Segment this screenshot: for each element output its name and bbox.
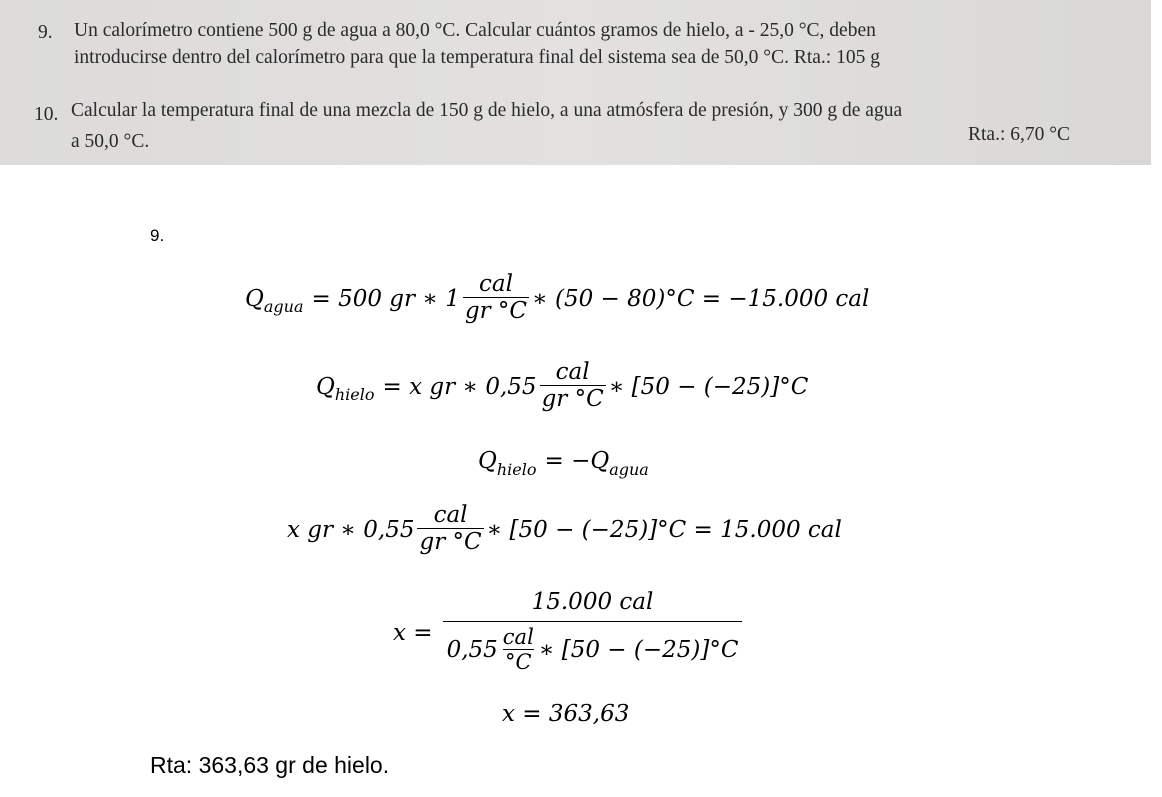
problem-10-line-2: a 50,0 °C. bbox=[71, 131, 150, 152]
fraction: $\frac{\text{cal}}{gr ^\circ C}$ bbox=[464, 271, 528, 325]
equation-substituted: x gr ∗ 0,55 $\frac{\text{cal}}{gr ^\circ C}$ ∗ [50 − (−25)]°C = 15.000 cal bbox=[287, 502, 842, 556]
final-answer: Rta: 363,63 gr de hielo. bbox=[150, 752, 390, 778]
problem-9-number: 9. bbox=[38, 22, 53, 43]
problem-10-answer: Rta.: 6,70 °C bbox=[968, 124, 1071, 145]
equation-balance: Q hielo = −Q agua bbox=[478, 448, 649, 479]
equation-q-hielo: Q hielo = x gr ∗ 0,55 $\frac{\text{cal}}{gr ^\circ C}$ ∗ [50 − (−25)]°C bbox=[316, 359, 809, 413]
problem-9-line-2: introducirse dentro del calorímetro para que la temperatura final del sistema sea de 50,0 °C. Rta.: 105 g bbox=[74, 47, 880, 68]
solution-label: 9. bbox=[150, 226, 165, 245]
fraction: $\frac{\text{cal}}{^\circ C}$ bbox=[502, 625, 534, 675]
fraction: $\frac{\text{cal}}{gr ^\circ C}$ bbox=[541, 359, 604, 413]
equation-result: x = 363,63 bbox=[502, 701, 630, 727]
equation-solve-x: x = 15.000 cal 0,55 $\frac{\text{cal}}{^\circ C}$ ∗ [50 − (−25)]°C bbox=[393, 590, 745, 676]
fraction: $\frac{\text{cal}}{gr ^\circ C}$ bbox=[419, 502, 482, 556]
problem-photo bbox=[0, 0, 1151, 165]
problem-10-number: 10. bbox=[34, 104, 59, 125]
problem-9-line-1: Un calorímetro contiene 500 g de agua a 80,0 °C. Calcular cuántos gramos de hielo, a - 25,0 °C, deben bbox=[74, 20, 876, 41]
problem-10-line-1: Calcular la temperatura final de una mezcla de 150 g de hielo, a una atmósfera de presión, y 300 g de agua bbox=[71, 100, 903, 121]
equation-q-agua: Q agua = 500 gr ∗ 1 $\frac{\text{cal}}{gr ^\circ C}$ ∗ (50 − 80)°C = −15.000 cal bbox=[245, 271, 870, 325]
big-fraction: 15.000 cal 0,55 $\frac{\text{cal}}{^\circ C}$ ∗ [50 − (−25)]°C bbox=[443, 590, 743, 676]
